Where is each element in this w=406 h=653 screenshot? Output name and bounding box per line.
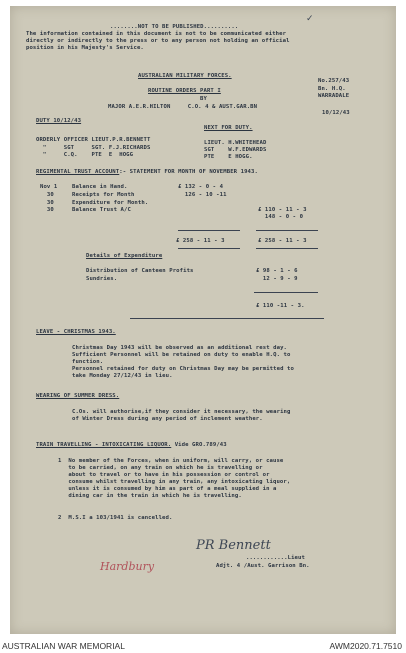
section-divider xyxy=(130,318,324,319)
summer-line-1: C.Os. will authorise,if they consider it necessary, the wearing xyxy=(72,409,291,415)
trust-desc-2: Receipts for Month xyxy=(72,192,135,198)
trust-desc-4: Balance Trust A/C xyxy=(72,207,131,213)
expenditure-amt-2: 12 - 9 - 9 xyxy=(256,276,298,282)
leave-line-5: take Monday 27/12/43 in lieu. xyxy=(72,373,173,379)
headquarters: Bn. H.Q. xyxy=(318,86,346,92)
trust-heading-rest: :- STATEMENT FOR MONTH OF NOVEMBER 1943. xyxy=(119,169,258,175)
footer-archive-name: AUSTRALIAN WAR MEMORIAL xyxy=(2,641,125,651)
duty-row-1: ORDERLY OFFICER LIEUT.P.R.BENNETT xyxy=(36,137,151,143)
expenditure-desc-1: Distribution of Canteen Profits xyxy=(86,268,194,274)
warning-line-3: position in his Majesty's Service. xyxy=(26,45,144,51)
order-date: 10/12/43 xyxy=(322,110,350,116)
train-heading-ref: Vide GRO.789/43 xyxy=(174,442,227,448)
duty-label: DUTY 10/12/43 xyxy=(36,118,82,124)
duty-row-3: " C.Q. PTE E HOGG xyxy=(36,152,134,158)
train-heading xyxy=(36,442,227,449)
trust-date-1: Nov 1 xyxy=(40,184,58,190)
dr-double-rule xyxy=(178,248,240,249)
train-line-8: 2 M.S.I a 103/1941 is cancelled. xyxy=(58,515,173,521)
corner-tick-mark: ✓ xyxy=(306,14,314,24)
train-line-5: unless it is consumed by him as part of a meal supplied in a xyxy=(58,486,277,492)
trust-dr-1: £ 132 - 0 - 4 xyxy=(178,184,224,190)
red-annotation: Hardbury xyxy=(100,560,155,573)
not-published-notice: ........NOT TO BE PUBLISHED.......... xyxy=(110,24,239,30)
trust-cr-3: £ 110 - 11 - 3 xyxy=(258,207,307,213)
expenditure-heading: Details of Expenditure xyxy=(86,253,163,259)
expenditure-total: £ 110 -11 - 3. xyxy=(256,303,305,309)
force-title: AUSTRALIAN MILITARY FORCES. xyxy=(138,73,232,79)
trust-heading xyxy=(36,169,258,176)
summer-line-2: of Winter Dress during any period of inclement weather. xyxy=(72,416,263,422)
handwritten-signature: PR Bennett xyxy=(196,538,271,553)
warning-line-2: directly or indirectly to the press or to any person not holding an official xyxy=(26,38,290,44)
summer-heading: WEARING OF SUMMER DRESS. xyxy=(36,393,120,399)
train-line-4: consume whilst travelling in any train, any intoxicating liquor, xyxy=(58,479,291,485)
leave-line-1: Christmas Day 1943 will be observed as an additional rest day. xyxy=(72,345,287,351)
cr-double-rule xyxy=(256,248,318,249)
train-line-6: dining car in the train in which he is travelling. xyxy=(58,493,242,499)
leave-line-4: Personnel retained for duty on Christmas Day may be permitted to xyxy=(72,366,294,372)
next-duty-row-2: SGT W.F.EDWARDS xyxy=(204,147,267,153)
trust-total-dr: £ 258 - 11 - 3 xyxy=(176,238,225,244)
warning-line-1: The information contained in this document is not to be communicated either xyxy=(26,31,287,37)
train-heading-title: TRAIN TRAVELLING - INTOXICATING LIQUOR. xyxy=(36,442,172,448)
duty-row-2: " SGT SGT. F.J.RICHARDS xyxy=(36,145,151,151)
train-line-3: about to travel or to have in his possession or control or xyxy=(58,472,270,478)
next-duty-row-3: PTE E HOGG. xyxy=(204,154,253,160)
next-for-duty-label: NEXT FOR DUTY. xyxy=(204,125,253,131)
issuing-officer: MAJOR A.E.R.HILTON C.O. 4 & AUST.GAR.BN xyxy=(108,104,258,110)
next-duty-row-1: LIEUT. H.WHITEHEAD xyxy=(204,140,267,146)
footer-accession-number: AWM2020.71.7510 xyxy=(329,641,402,651)
trust-date-2: 30 xyxy=(40,192,54,198)
trust-total-cr: £ 258 - 11 - 3 xyxy=(258,238,307,244)
leave-line-2: Sufficient Personnel will be retained on duty to enable H.Q. to xyxy=(72,352,291,358)
trust-date-3: 30 xyxy=(40,200,54,206)
order-number: No.257/43 xyxy=(318,78,350,84)
trust-dr-2: 126 - 10 -11 xyxy=(178,192,227,198)
signature-adjutant: Adjt. 4 /Aust. Garrison Bn. xyxy=(216,563,310,569)
signature-rank: ............Lieut xyxy=(246,555,305,561)
orders-title: ROUTINE ORDERS PART I xyxy=(148,88,221,94)
location: WARRADALE xyxy=(318,93,350,99)
cr-rule xyxy=(256,230,318,231)
train-line-2: to be carried, on any train on which he is travelling or xyxy=(58,465,263,471)
trust-heading-title: REGIMENTAL TRUST ACCOUNT xyxy=(36,169,120,175)
leave-line-3: function. xyxy=(72,359,104,365)
train-line-1: 1 No member of the Forces, when in uniform, will carry, or cause xyxy=(58,458,284,464)
by-label: BY xyxy=(200,96,207,102)
trust-date-4: 30 xyxy=(40,207,54,213)
leave-heading: LEAVE - CHRISTMAS 1943. xyxy=(36,329,116,335)
trust-cr-4: 148 - 0 - 0 xyxy=(258,214,304,220)
expenditure-desc-2: Sundries. xyxy=(86,276,118,282)
dr-rule xyxy=(178,230,240,231)
trust-desc-3: Expenditure for Month. xyxy=(72,200,149,206)
expenditure-rule xyxy=(254,292,318,293)
expenditure-amt-1: £ 98 - 1 - 6 xyxy=(256,268,298,274)
trust-desc-1: Balance in Hand. xyxy=(72,184,128,190)
